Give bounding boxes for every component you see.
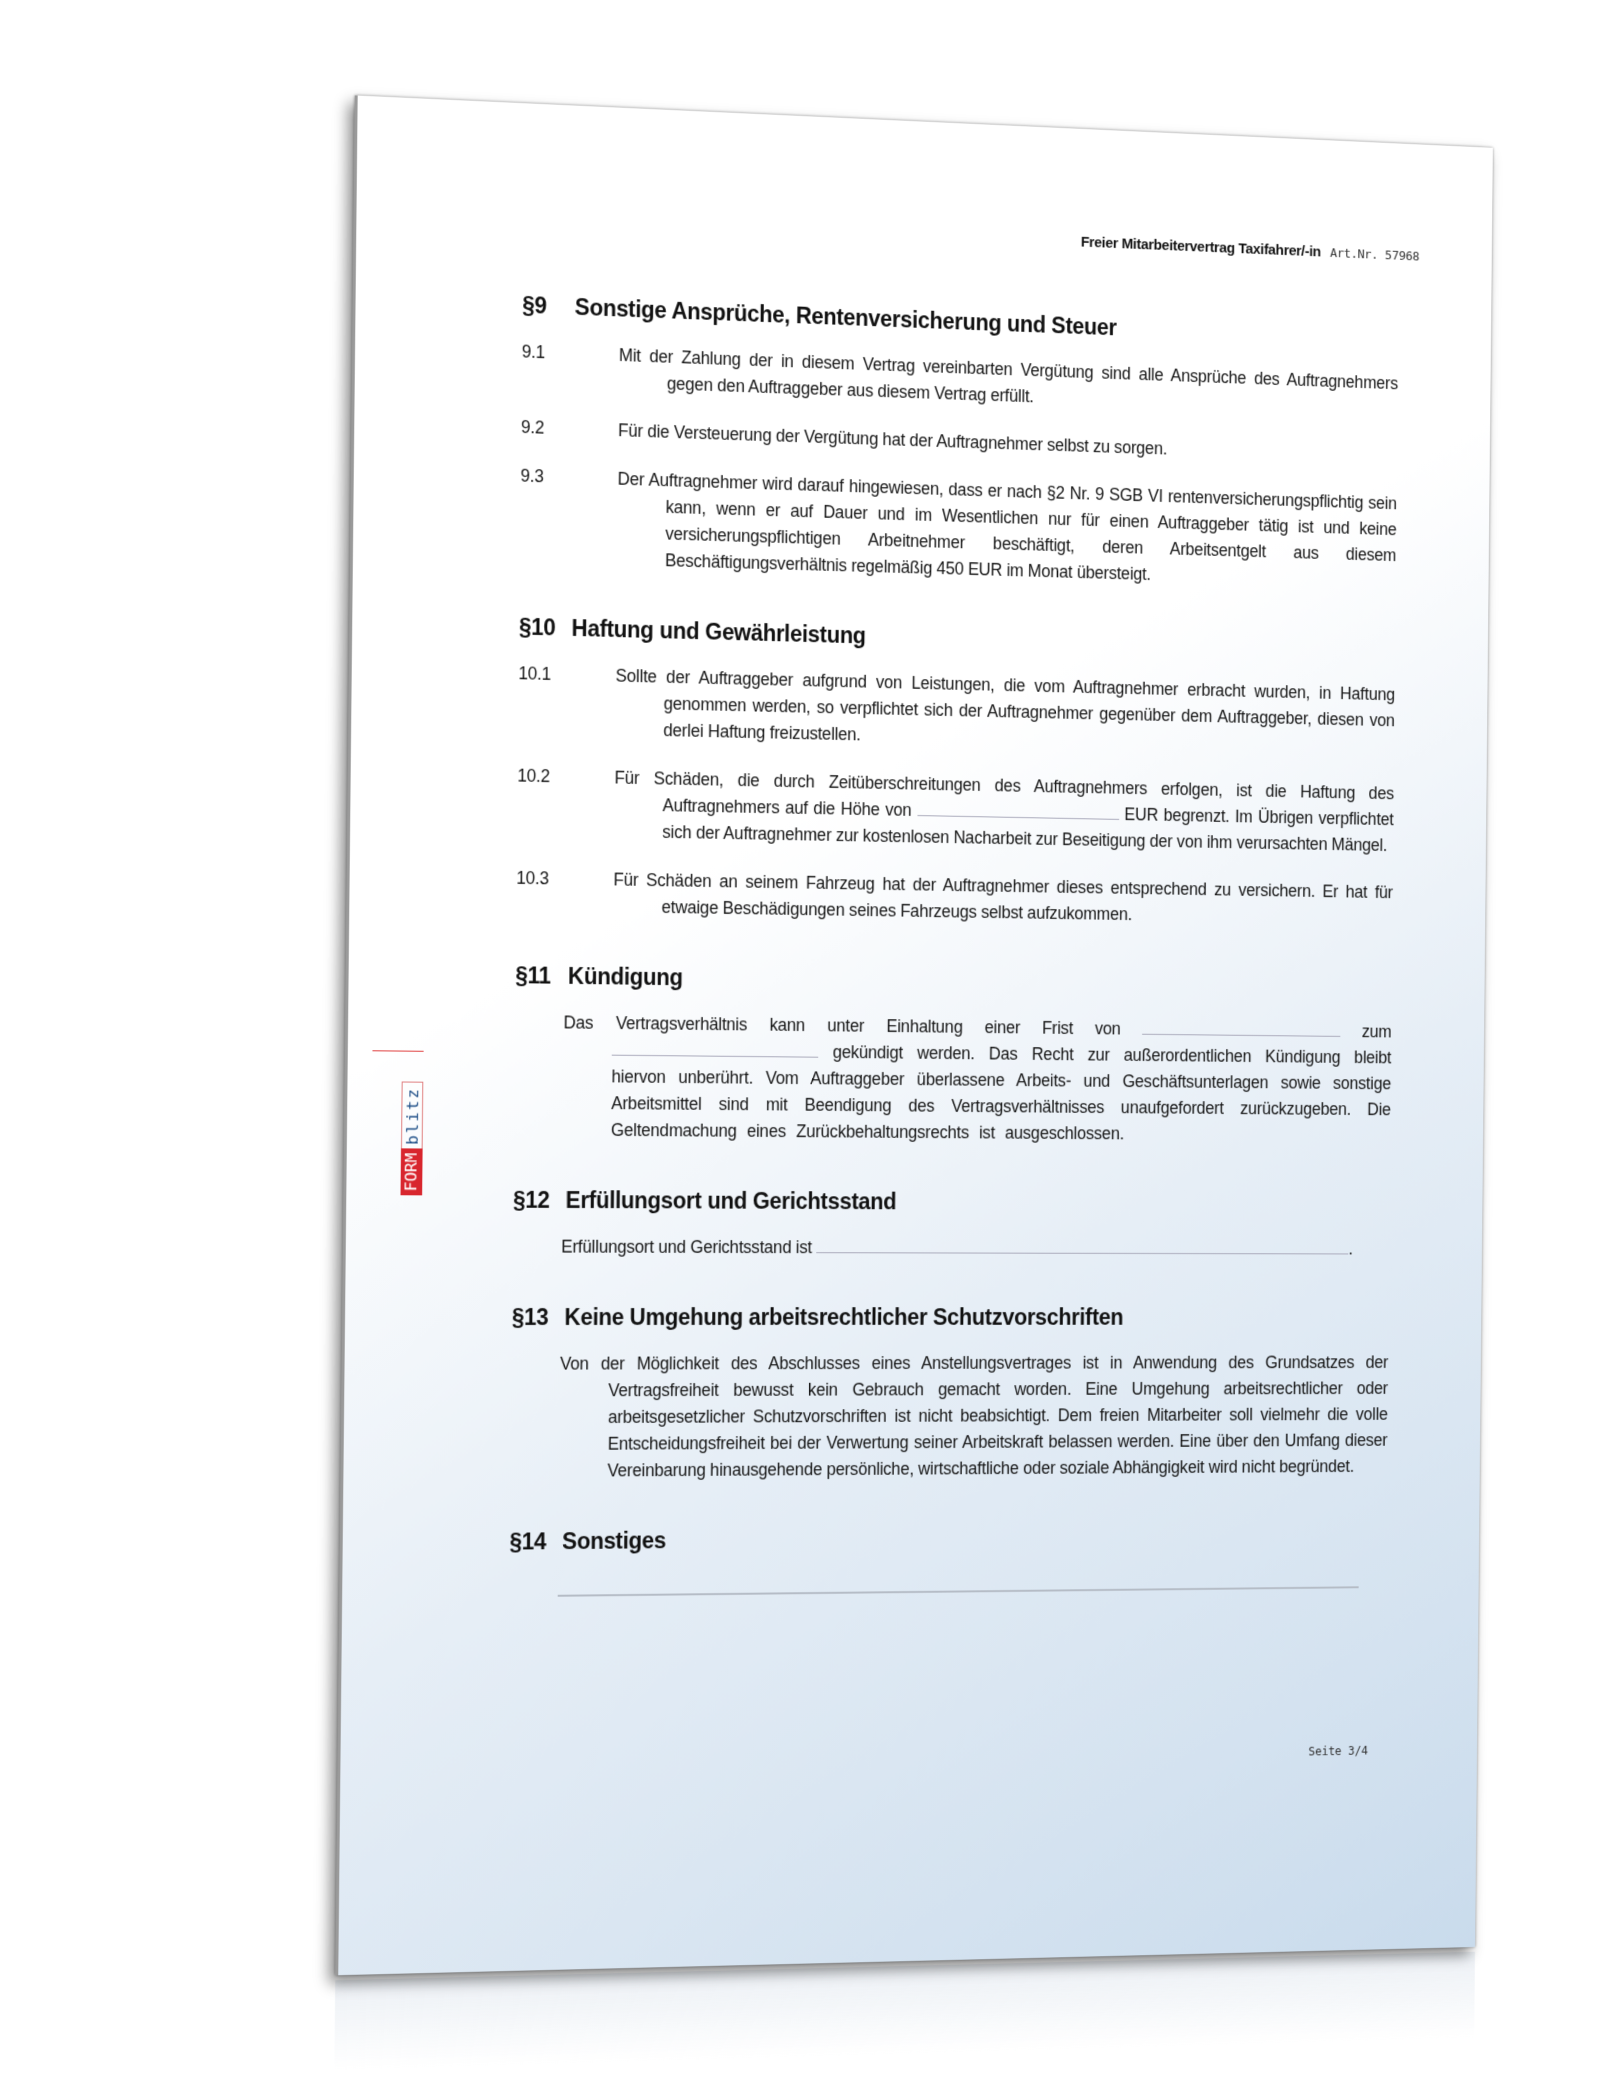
section-heading: §13 Keine Umgehung arbeitsrechtlicher Schutzvorschriften — [511, 1304, 1124, 1330]
liability-amount-field[interactable] — [917, 797, 1119, 819]
section-10 — [516, 614, 1395, 932]
section-9 — [520, 292, 1399, 595]
document-page — [335, 95, 1493, 1975]
clause-10-1: 10.1 Sollte der Auftraggeber aufgrund von Leistungen, die vom Auftragnehmer erbracht wurden, in Haftung genommen werden, so verpflichtet sich der Auftragnehmer gegenüber dem Auftraggeber, diesen von derlei Haftung freizustellen. — [518, 663, 1395, 745]
section-heading: §10 Haftung und Gewährleistung — [518, 613, 866, 649]
formblitz-logo — [401, 1051, 424, 1196]
clause-10-2: 10.2 Für Schäden, die durch Zeitüberschreitungen des Auftragnehmers erfolgen, ist die Haftung des Auftragnehmers auf die Höhe von EUR begrenzt. Im Übrigen verpflichtet sich der Auftragnehmer zur kostenlosen Nacharbeit zur Beseitigung der von ihm verursachten Mängel. — [517, 765, 1394, 855]
document-body — [509, 292, 1399, 1641]
section-12: §12 Erfüllungsort und Gerichtsstand Erfüllungsort und Gerichtsstand ist . — [512, 1187, 1389, 1262]
header-title: Freier Mitarbeitervertrag Taxifahrer/-in — [1080, 233, 1321, 261]
logo-form: FORM — [401, 1149, 423, 1196]
clause-9-3: 9.3 Der Auftragnehmer wird darauf hingewiesen, dass er nach §2 Nr. 9 SGB VI rentenversicherungspflichtig sein kann, wenn er auf Dauer und im Wesentlichen nur für einen Auftraggeber tätig ist und keine versicherungspflichtigen Arbeitnehmer beschäftigt, deren Arbeitsentgelt aus diesem Beschäftigungsverhältnis regelmäßig 450 EUR im Monat übersteigt. — [520, 465, 1397, 584]
article-number: Art.Nr. 57968 — [1329, 246, 1420, 265]
document-page-stage — [335, 95, 1493, 1975]
section-heading: §14 Sonstiges — [509, 1527, 667, 1555]
section-14 — [509, 1522, 1387, 1598]
document-header — [1081, 234, 1420, 265]
place-of-jurisdiction-field[interactable] — [816, 1234, 1348, 1254]
termination-date-field[interactable] — [612, 1037, 819, 1058]
logo-blitz: blitz — [401, 1082, 423, 1149]
clause-10-3: 10.3 Für Schäden an seinem Fahrzeug hat der Auftragnehmer dieses entsprechend zu versichern. Er hat für etwaige Beschädigungen seines Fahrzeugs selbst aufzukommen. — [516, 867, 1393, 924]
section-11: §11 Kündigung Das Vertragsverhältnis kann unter Einhaltung einer Frist von zum gekündigt werden. Das Recht zur außerordentlichen Kündigung bleibt hiervon unberührt. Vom Auftraggeber überlassene Arbeits- und Geschäftsunterlagen sowie sonstige Arbeitsmittel sind mit Beendigung des Vertragsverhältnisses unaufgefordert zurückzugeben. Die Geltendmachung eines Zurückbehaltungsrechts ist ausgeschlossen. — [515, 962, 1392, 1144]
section-heading: §12 Erfüllungsort und Gerichtsstand — [512, 1186, 897, 1215]
notice-period-field[interactable] — [1142, 1016, 1340, 1037]
section-heading: §11 Kündigung — [515, 962, 683, 991]
page-number: Seite 3/4 — [1308, 1743, 1369, 1759]
other-terms-field[interactable] — [558, 1586, 1359, 1596]
clause-9-1: 9.1 Mit der Zahlung der in diesem Vertrag vereinbarten Vergütung sind alle Ansprüche des Auftragnehmers gegen den Auftraggeber aus diesem Vertrag erfüllt. — [521, 341, 1399, 407]
section-13: §13 Keine Umgehung arbeitsrechtlicher Schutzvorschriften Von der Möglichkeit des Abschlusses eines Anstellungsvertrages ist in Anwendung des Grundsatzes der Vertragsfreiheit bewusst kein Gebrauch gemacht worden. Eine Umgehung arbeitsrechtlicher oder arbeitsgesetzlicher Schutzvorschriften ist nicht beabsichtigt. Dem freien Mitarbeiter soll vielmehr die volle Entscheidungsfreiheit bei der Verwertung seiner Arbeitskraft belassen werden. Eine über den Umfang dieser Vereinbarung hinausgehende persönliche, wirtschaftliche oder soziale Abhängigkeit wird nicht begründet. — [511, 1304, 1389, 1481]
section-heading: §9 Sonstige Ansprüche, Rentenversicherung und Steuer — [522, 291, 1117, 341]
clause-9-2: 9.2 Für die Versteuerung der Vergütung hat der Auftragnehmer selbst zu sorgen. — [520, 416, 1168, 459]
